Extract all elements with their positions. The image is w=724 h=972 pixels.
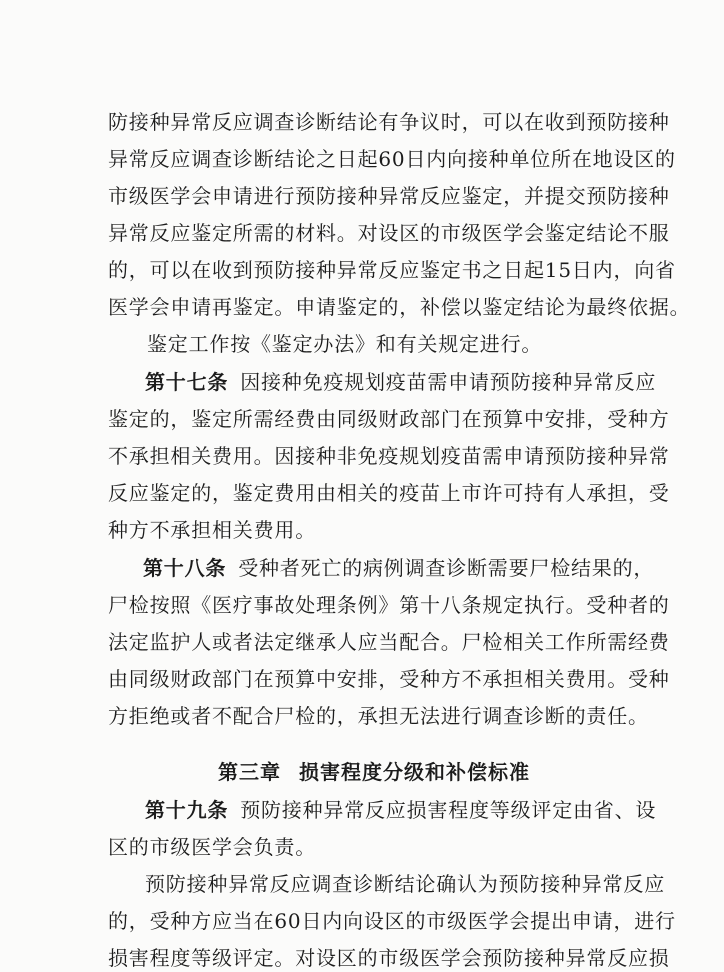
text-line: 反应鉴定的，鉴定费用由相关的疫苗上市许可持有人承担，受 — [108, 481, 670, 505]
text-line: 法定监护人或者法定继承人应当配合。尸检相关工作所需经费 — [108, 630, 670, 654]
article-text: 因接种免疫规划疫苗需申请预防接种异常反应 — [240, 370, 657, 394]
article-heading: 第十九条 — [145, 798, 229, 822]
article-text: 预防接种异常反应损害程度等级评定由省、设 — [240, 798, 657, 822]
text-line: 预防接种异常反应调查诊断结论确认为预防接种异常反应 — [145, 872, 665, 896]
chapter-number: 第三章 — [218, 760, 281, 784]
article-text: 受种者死亡的病例调查诊断需要尸检结果的， — [238, 556, 655, 580]
text-line: 医学会申请再鉴定。申请鉴定的，补偿以鉴定结论为最终依据。 — [108, 295, 691, 319]
text-line: 的，可以在收到预防接种异常反应鉴定书之日起15日内，向省 — [108, 258, 676, 282]
article-heading: 第十八条 — [143, 556, 227, 580]
text-line: 市级医学会申请进行预防接种异常反应鉴定，并提交预防接种 — [108, 184, 670, 208]
text-line: 尸检按照《医疗事故处理条例》第十八条规定执行。受种者的 — [108, 593, 670, 617]
text-line: 异常反应调查诊断结论之日起60日内向接种单位所在地设区的 — [108, 147, 676, 171]
text-line: 不承担相关费用。因接种非免疫规划疫苗需申请预防接种异常 — [108, 444, 670, 468]
text-line: 防接种异常反应调查诊断结论有争议时，可以在收到预防接种 — [108, 110, 670, 134]
text-line: 由同级财政部门在预算中安排，受种方不承担相关费用。受种 — [108, 667, 670, 691]
text-line: 区的市级医学会负责。 — [108, 835, 316, 859]
text-line: 方拒绝或者不配合尸检的，承担无法进行调查诊断的责任。 — [108, 704, 649, 728]
text-line: 异常反应鉴定所需的材料。对设区的市级医学会鉴定结论不服 — [108, 221, 670, 245]
article-heading: 第十七条 — [145, 370, 229, 394]
chapter-title: 损害程度分级和补偿标准 — [299, 760, 530, 784]
text-line: 的，受种方应当在60日内向设区的市级医学会提出申请，进行 — [108, 909, 676, 933]
chapter-heading — [0, 758, 724, 786]
article-17-first-line — [0, 368, 724, 396]
text-line: 鉴定工作按《鉴定办法》和有关规定进行。 — [147, 332, 543, 356]
text-line: 损害程度等级评定。对设区的市级医学会预防接种异常反应损 — [108, 946, 670, 970]
text-line: 鉴定的，鉴定所需经费由同级财政部门在预算中安排，受种方 — [108, 407, 670, 431]
article-18-first-line — [0, 554, 724, 582]
text-line: 种方不承担相关费用。 — [108, 518, 316, 542]
article-19-first-line — [0, 796, 724, 824]
